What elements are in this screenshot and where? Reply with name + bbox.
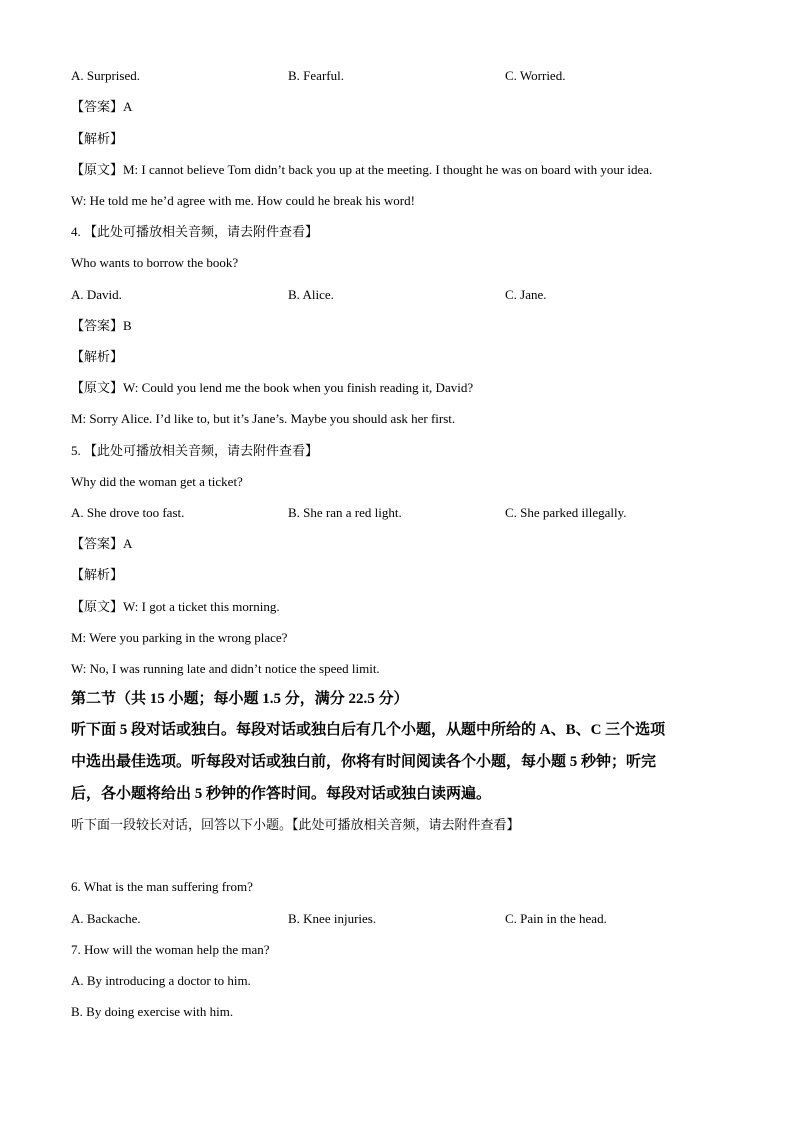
section2-title: 第二节（共 15 小题；每小题 1.5 分，满分 22.5 分）: [71, 691, 409, 707]
section2-instructions-line-3: 后，各小题将给出 5 秒钟的作答时间。每段对话或独白读两遍。: [71, 786, 492, 802]
section2-instructions-line-1: 听下面 5 段对话或独白。每段对话或独白后有几个小题，从题中所给的 A、B、C 三个选项: [71, 722, 666, 738]
q4-option-b: B. Alice.: [288, 287, 334, 302]
q6-option-a: A. Backache.: [71, 911, 141, 926]
section2-instructions-line-2: 中选出最佳选项。听每段对话或独白前，你将有时间阅读各个小题，每小题 5 秒钟；听完: [71, 754, 657, 770]
q4-option-c: C. Jane.: [505, 287, 547, 302]
q3-transcript-line-2: W: He told me he’d agree with me. How could he break his word!: [71, 193, 415, 208]
q4-transcript-line-1: 【原文】W: Could you lend me the book when you finish reading it, David?: [71, 380, 474, 395]
q5-header: 5. 【此处可播放相关音频，请去附件查看】: [71, 443, 319, 458]
q5-transcript-line-1: 【原文】W: I got a ticket this morning.: [71, 599, 280, 614]
q4-question: Who wants to borrow the book?: [71, 255, 239, 270]
q3-option-c: C. Worried.: [505, 68, 566, 83]
q5-transcript-line-3: W: No, I was running late and didn’t notice the speed limit.: [71, 661, 380, 676]
q6-option-c: C. Pain in the head.: [505, 911, 607, 926]
q7-option-b: B. By doing exercise with him.: [71, 1004, 234, 1019]
q3-analysis-label: 【解析】: [71, 131, 124, 146]
q3-transcript-line-1: 【原文】M: I cannot believe Tom didn’t back you up at the meeting. I thought he was on board with your idea.: [71, 162, 653, 177]
q6-option-b: B. Knee injuries.: [288, 911, 377, 926]
q3-option-b: B. Fearful.: [288, 68, 344, 83]
q3-answer: 【答案】A: [71, 99, 133, 114]
q5-question: Why did the woman get a ticket?: [71, 474, 243, 489]
q7-option-a: A. By introducing a doctor to him.: [71, 973, 251, 988]
q4-analysis-label: 【解析】: [71, 349, 124, 364]
q4-answer: 【答案】B: [71, 318, 132, 333]
q5-answer: 【答案】A: [71, 536, 133, 551]
q5-option-b: B. She ran a red light.: [288, 505, 402, 520]
q4-transcript-line-2: M: Sorry Alice. I’d like to, but it’s Jane’s. Maybe you should ask her first.: [71, 411, 456, 426]
q5-option-c: C. She parked illegally.: [505, 505, 627, 520]
q6-question: 6. What is the man suffering from?: [71, 879, 253, 894]
q4-header: 4. 【此处可播放相关音频，请去附件查看】: [71, 224, 319, 239]
q7-question: 7. How will the woman help the man?: [71, 942, 270, 957]
q5-analysis-label: 【解析】: [71, 567, 124, 582]
q3-option-a: A. Surprised.: [71, 68, 140, 83]
section2-audio-note: 听下面一段较长对话，回答以下小题。【此处可播放相关音频，请去附件查看】: [71, 817, 520, 832]
q4-option-a: A. David.: [71, 287, 122, 302]
q5-option-a: A. She drove too fast.: [71, 505, 185, 520]
q5-transcript-line-2: M: Were you parking in the wrong place?: [71, 630, 288, 645]
